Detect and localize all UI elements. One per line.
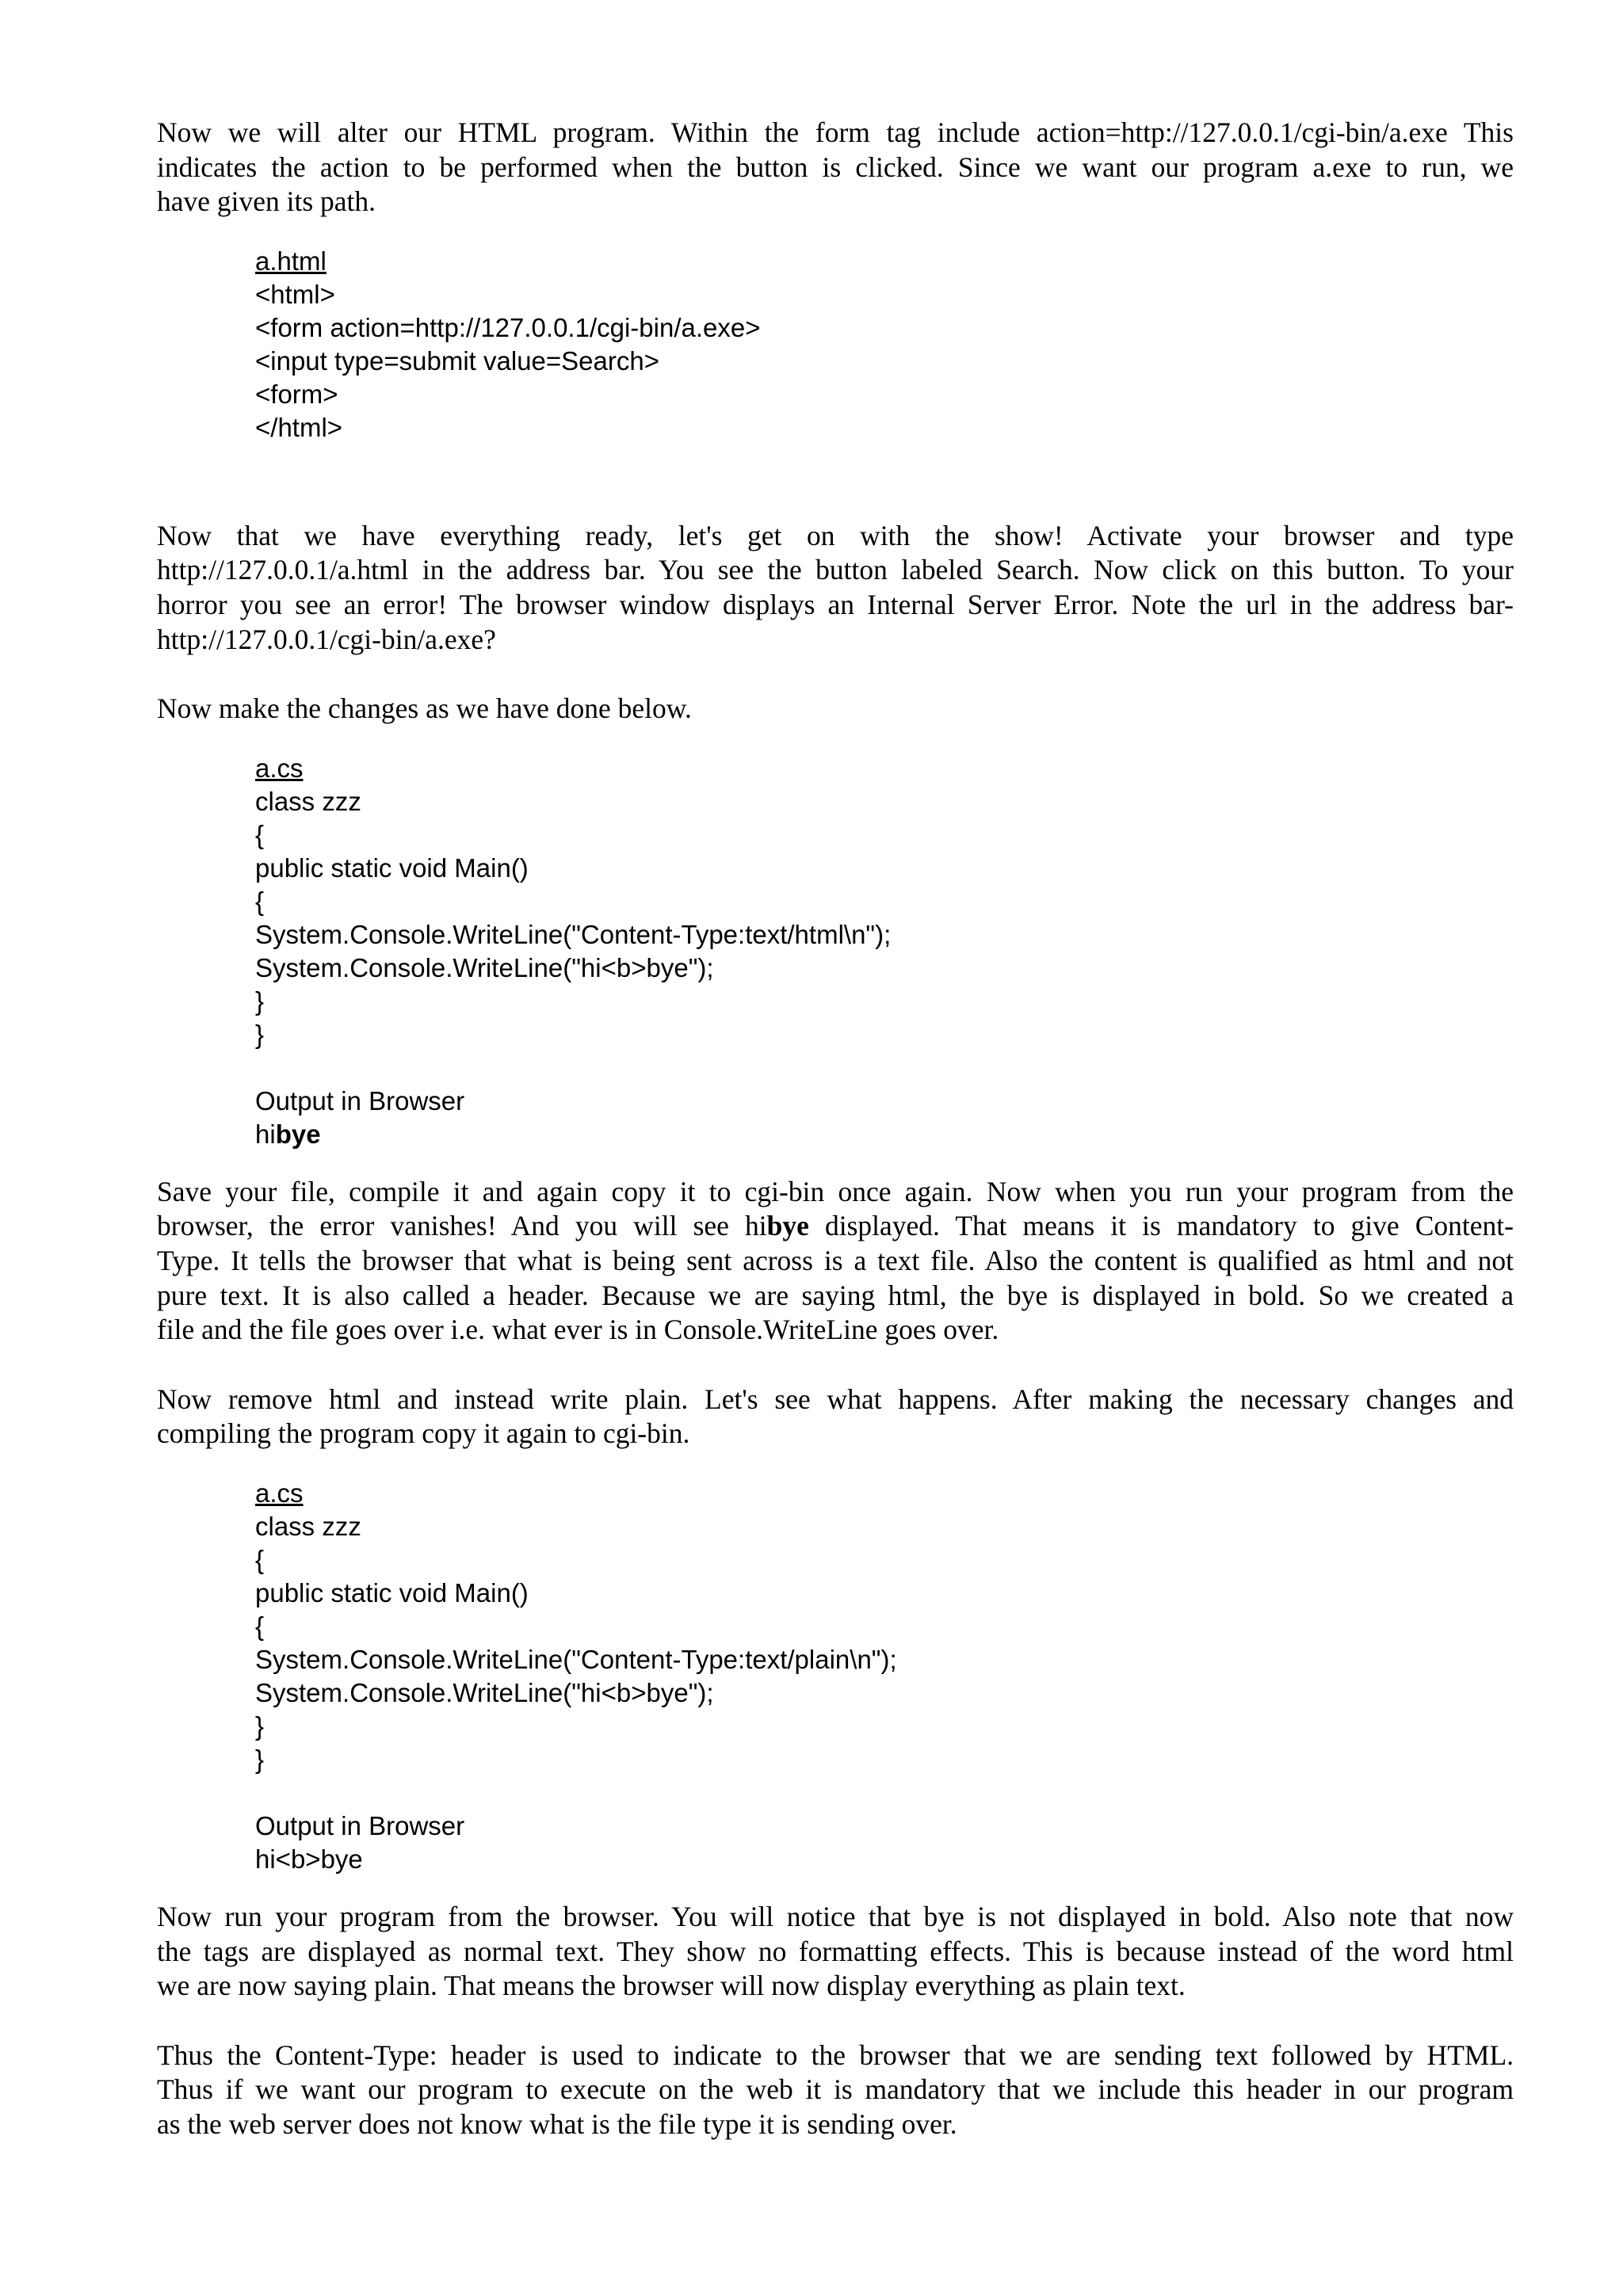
code-line: class zzz (255, 1511, 361, 1541)
text-fragment: browser, the error vanishes! And you will see hi (157, 1210, 767, 1242)
code-line: class zzz (255, 786, 361, 816)
text-line: Now that we have everything ready, let's get on with the show! Activate your browser and type (157, 519, 1514, 551)
code-line: <html> (255, 279, 335, 309)
output-label: Output in Browser (255, 1085, 465, 1116)
text-line: Now remove html and instead write plain. Let's see what happens. After making the necessary changes and (157, 1383, 1514, 1415)
text-line: Save your file, compile it and again copy it to cgi-bin once again. Now when you run your program from the (157, 1175, 1514, 1207)
paragraph-conclusion (157, 2039, 1514, 2142)
code-line: </html> (255, 412, 343, 442)
code-spacer (255, 1051, 1514, 1085)
paragraph-run-program (157, 1900, 1514, 2004)
text-line: horror you see an error! The browser window displays an Internal Server Error. Note the url in the address bar- (157, 588, 1514, 620)
text-line: Now run your program from the browser. You will notice that bye is not displayed in bold. Also note that now (157, 1900, 1514, 1932)
code-line: } (255, 1744, 265, 1774)
output-value: hi<b>bye (255, 1844, 363, 1874)
text-line: Now make the changes as we have done below. (157, 692, 692, 725)
paragraph-save-compile (157, 1175, 1514, 1348)
code-line: { (255, 886, 265, 916)
text-line: Now we will alter our HTML program. Within the form tag include action=http://127.0.0.1/cgi-bin/a.exe This (157, 116, 1514, 148)
code-line: { (255, 1544, 265, 1574)
output-plain: hi (255, 1119, 276, 1149)
paragraph-intro (157, 116, 1514, 219)
text-line: compiling the program copy it again to cgi-bin. (157, 1417, 690, 1450)
code-line: <form> (255, 379, 338, 409)
bold-bye: bye (766, 1210, 809, 1242)
code-line: System.Console.WriteLine("hi<b>bye"); (255, 952, 714, 982)
text-line: as the web server does not know what is the file type it is sending over. (157, 2107, 957, 2140)
code-block-a-cs-html (255, 752, 1514, 1151)
code-line: <form action=http://127.0.0.1/cgi-bin/a.exe> (255, 312, 761, 342)
code-line: { (255, 819, 265, 849)
text-line: http://127.0.0.1/a.html in the address bar. You see the button labeled Search. Now click on this button. To your (157, 554, 1514, 586)
output-bold: bye (275, 1119, 321, 1149)
paragraph-make-changes (157, 692, 1514, 727)
code-block-a-html (255, 245, 1514, 444)
text-line (157, 1209, 1514, 1244)
code-line: { (255, 1611, 265, 1641)
text-line: indicates the action to be performed when the button is clicked. Since we want our program a.exe to run, we (157, 151, 1514, 183)
code-filename: a.cs (255, 753, 304, 783)
text-line: have given its path. (157, 185, 376, 218)
text-line: Type. It tells the browser that what is being sent across is a text file. Also the content is qualified as html and not (157, 1244, 1514, 1276)
code-line: System.Console.WriteLine("Content-Type:text/plain\n"); (255, 1644, 897, 1674)
code-spacer (255, 1776, 1514, 1810)
document-page (157, 116, 1514, 2142)
text-line: file and the file goes over i.e. what ever is in Console.WriteLine goes over. (157, 1314, 999, 1346)
code-line: System.Console.WriteLine("Content-Type:text/html\n"); (255, 919, 892, 949)
text-line: the tags are displayed as normal text. They show no formatting effects. This is because instead of the word html (157, 1935, 1514, 1967)
code-line: public static void Main() (255, 852, 529, 883)
text-line: Thus the Content-Type: header is used to indicate to the browser that we are sending text followed by HTML. (157, 2039, 1514, 2071)
text-line: pure text. It is also called a header. Because we are saying html, the bye is displayed in bold. So we created a (157, 1279, 1514, 1311)
paragraph-browser-error (157, 519, 1514, 657)
paragraph-remove-html (157, 1383, 1514, 1451)
code-line: } (255, 986, 265, 1016)
code-line: } (255, 1019, 265, 1049)
code-block-a-cs-plain (255, 1477, 1514, 1876)
text-line: we are now saying plain. That means the browser will now display everything as plain text. (157, 1970, 1186, 2002)
code-filename: a.cs (255, 1478, 304, 1508)
code-line: <input type=submit value=Search> (255, 345, 660, 376)
text-line: Thus if we want our program to execute on the web it is mandatory that we include this header in our program (157, 2073, 1514, 2106)
code-filename: a.html (255, 246, 327, 276)
output-label: Output in Browser (255, 1810, 465, 1840)
output-value (255, 1118, 1514, 1151)
code-line: System.Console.WriteLine("hi<b>bye"); (255, 1677, 714, 1707)
text-line: http://127.0.0.1/cgi-bin/a.exe? (157, 623, 496, 655)
code-line: } (255, 1711, 265, 1741)
text-fragment: displayed. That means it is mandatory to give Content- (808, 1210, 1514, 1242)
code-line: public static void Main() (255, 1577, 529, 1608)
